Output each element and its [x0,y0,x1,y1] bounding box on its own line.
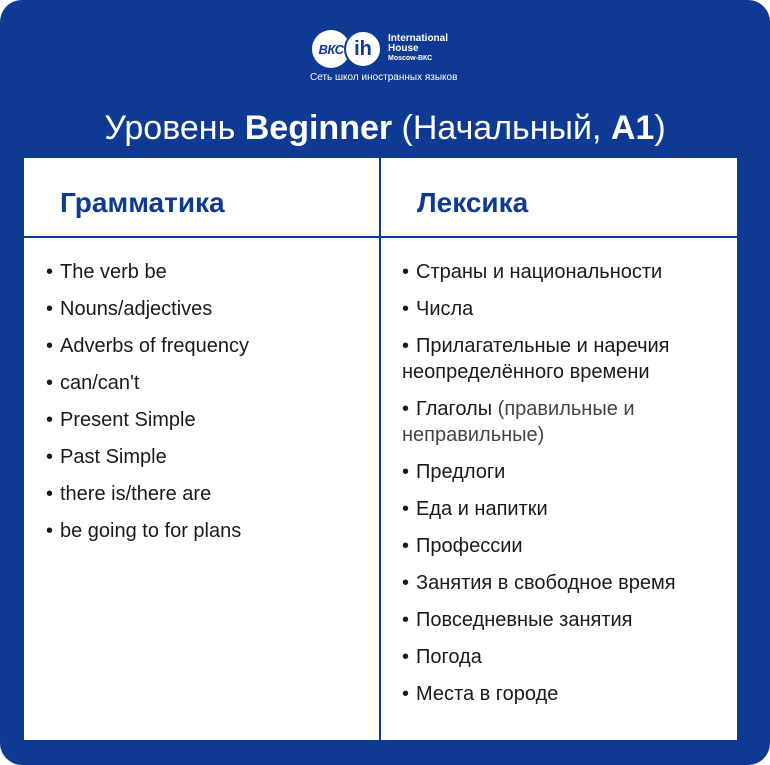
grammar-heading: Грамматика [60,187,225,218]
list-item: • Числа [402,298,474,320]
list-item: • Past Simple [46,446,167,468]
column-divider [379,158,381,740]
list-item: • Места в городе [402,683,559,705]
logo-tagline: Сеть школ иностранных языков [310,72,458,83]
list-item: • Present Simple [46,409,196,431]
page-title: Уровень Beginner (Начальный, A1) [104,109,666,147]
vocabulary-heading: Лексика [417,187,529,218]
list-item: • Повседневные занятия [402,609,633,631]
list-item: • can/can't [46,372,140,394]
list-item: • Nouns/adjectives [46,298,213,320]
list-item: • Погода [402,646,482,668]
list-item: • Профессии [402,535,523,557]
list-item: • Adverbs of frequency [46,335,249,357]
vocabulary-list [402,259,732,718]
grammar-list [46,259,371,555]
list-item: • The verb be [46,261,167,283]
list-item: • Занятия в свободное время [402,572,676,594]
logo [312,30,472,86]
verbs-note: (правильные и неправильные) [402,398,635,446]
list-item: • Еда и напитки [402,498,548,520]
list-item: • there is/there are [46,483,212,505]
list-item: • Прилагательные и наречия неопределённого времени [402,335,670,383]
list-item: • Страны и национальности [402,261,663,283]
vkc-logo-icon: ВКС [312,30,350,68]
list-item: • be going to for plans [46,520,242,542]
curriculum-table [24,158,737,740]
ih-logo-icon: ih [344,30,382,68]
list-item: • Глаголы (правильные и неправильные) [402,398,635,446]
header-divider [24,236,737,238]
list-item: • Предлоги [402,461,506,483]
logo-brand-text: International House Moscow-ВКС [388,33,449,62]
